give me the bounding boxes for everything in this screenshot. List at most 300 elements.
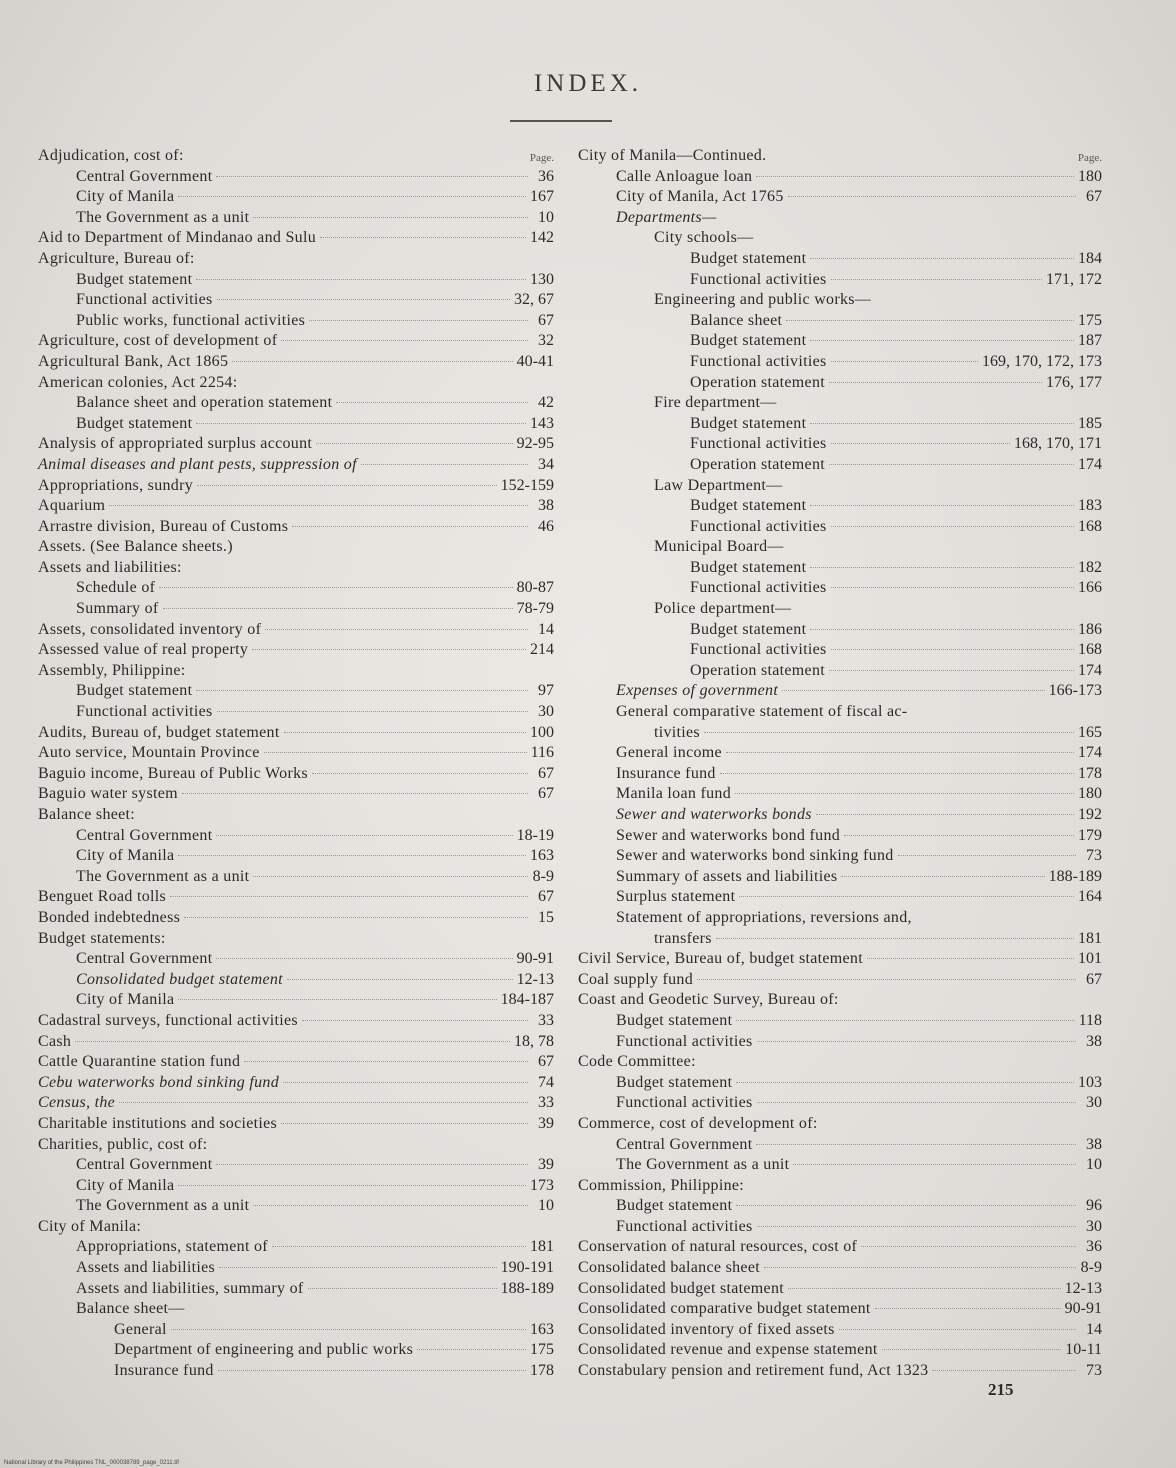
dot-leader xyxy=(736,1205,1076,1206)
entry-page: 173 xyxy=(530,1176,554,1194)
dot-leader xyxy=(720,773,1074,774)
entry-page: 8-9 xyxy=(1080,1259,1102,1277)
entry-page: 168 xyxy=(1078,641,1102,659)
entry-text: Consolidated revenue and expense statement xyxy=(578,1341,878,1359)
entry-page: 36 xyxy=(1086,1238,1102,1256)
entry-text: transfers xyxy=(654,929,712,947)
index-entry xyxy=(578,352,1102,373)
entry-text: General income xyxy=(616,744,722,762)
entry-text: Cattle Quarantine station fund xyxy=(38,1053,241,1071)
entry-page: 10 xyxy=(538,208,554,226)
left-index-column xyxy=(38,146,554,1382)
index-entry xyxy=(578,846,1102,867)
entry-page: 8-9 xyxy=(532,867,554,885)
dot-leader xyxy=(739,896,1074,897)
dot-leader xyxy=(788,1288,1061,1289)
index-entry xyxy=(38,1114,554,1135)
index-entry xyxy=(578,970,1102,991)
entry-page: 39 xyxy=(538,1156,554,1174)
dot-leader xyxy=(216,176,528,177)
index-entry xyxy=(578,743,1102,764)
index-entry xyxy=(38,270,554,291)
index-entry xyxy=(38,1032,554,1053)
entry-text: Budget statement xyxy=(690,620,807,638)
dot-leader xyxy=(264,752,527,753)
entry-text: Civil Service, Bureau of, budget statement xyxy=(578,950,863,968)
entry-text: Budget statement xyxy=(690,414,807,432)
entry-text: Appropriations, statement of xyxy=(76,1238,268,1256)
index-entry xyxy=(578,702,1102,723)
dot-leader xyxy=(119,1102,528,1103)
entry-text: Police department— xyxy=(654,600,792,618)
index-entry xyxy=(38,743,554,764)
index-entry xyxy=(38,1073,554,1094)
index-entry xyxy=(38,578,554,599)
dot-leader xyxy=(810,567,1074,568)
dot-leader xyxy=(170,896,528,897)
index-entry xyxy=(38,970,554,991)
dot-leader xyxy=(178,999,496,1000)
entry-text: Sewer and waterworks bonds xyxy=(616,806,812,823)
entry-page: 67 xyxy=(538,311,554,329)
entry-page: 30 xyxy=(538,703,554,721)
index-entry xyxy=(578,537,1102,558)
entry-page: 30 xyxy=(1086,1217,1102,1235)
entry-text: The Government as a unit xyxy=(76,867,250,885)
entry-text: Aid to Department of Mindanao and Sulu xyxy=(38,229,317,247)
index-entry xyxy=(578,228,1102,249)
dot-leader xyxy=(736,1020,1074,1021)
dot-leader xyxy=(244,1061,528,1062)
entry-text: Assets and liabilities, summary of xyxy=(76,1279,304,1297)
entry-text: Cebu waterworks bond sinking fund xyxy=(38,1073,280,1091)
entry-text: Operation statement xyxy=(690,661,825,679)
dot-leader xyxy=(253,876,528,877)
entry-text: Functional activities xyxy=(76,291,213,309)
entry-page: 101 xyxy=(1078,950,1102,968)
index-entry xyxy=(578,393,1102,414)
dot-leader xyxy=(831,526,1075,527)
entry-text: Assets and liabilities: xyxy=(38,558,182,576)
entry-page: 179 xyxy=(1078,826,1102,844)
dot-leader xyxy=(216,835,512,836)
entry-text: Auto service, Mountain Province xyxy=(38,744,260,762)
index-entry xyxy=(578,908,1102,929)
index-entry xyxy=(38,723,554,744)
entry-page: 188-189 xyxy=(500,1279,554,1297)
dot-leader xyxy=(417,1349,526,1350)
index-entry xyxy=(38,414,554,435)
index-entry xyxy=(38,846,554,867)
index-entry xyxy=(38,434,554,455)
entry-page: 67 xyxy=(538,785,554,803)
entry-page: 163 xyxy=(530,847,554,865)
entry-page: 118 xyxy=(1078,1011,1102,1029)
index-entry xyxy=(578,1093,1102,1114)
entry-text: Balance sheet— xyxy=(76,1300,185,1318)
entry-text: City of Manila: xyxy=(38,1217,142,1235)
index-entry xyxy=(38,1340,554,1361)
dot-leader xyxy=(882,1349,1062,1350)
dot-leader xyxy=(829,670,1074,671)
entry-page: 80-87 xyxy=(516,579,554,597)
entry-text: Central Government xyxy=(76,1156,213,1174)
entry-text: Benguet Road tolls xyxy=(38,888,167,906)
dot-leader xyxy=(265,629,528,630)
entry-page: 90-91 xyxy=(1064,1300,1102,1318)
entry-page: 67 xyxy=(538,764,554,782)
index-entry xyxy=(578,599,1102,620)
entry-text: Conservation of natural resources, cost of xyxy=(578,1238,858,1256)
dot-leader xyxy=(216,958,512,959)
index-entry xyxy=(38,1237,554,1258)
index-entry xyxy=(38,1217,554,1238)
dot-leader xyxy=(284,732,526,733)
dot-leader xyxy=(196,690,528,691)
entry-page: 100 xyxy=(530,723,554,741)
entry-text: Operation statement xyxy=(690,455,825,473)
entry-page: 96 xyxy=(1086,1197,1102,1215)
entry-text: Baguio water system xyxy=(38,785,178,803)
entry-text: Central Government xyxy=(76,826,213,844)
index-entry xyxy=(578,290,1102,311)
entry-text: Manila loan fund xyxy=(616,785,731,803)
dot-leader xyxy=(829,382,1042,383)
entry-text: Functional activities xyxy=(690,517,827,535)
entry-page: 185 xyxy=(1078,414,1102,432)
dot-leader xyxy=(697,979,1076,980)
index-entry xyxy=(578,1361,1102,1382)
index-entry xyxy=(578,929,1102,950)
dot-leader xyxy=(217,711,529,712)
entry-text: The Government as a unit xyxy=(616,1156,790,1174)
entry-page: 67 xyxy=(538,888,554,906)
index-entry xyxy=(578,1237,1102,1258)
dot-leader xyxy=(320,237,526,238)
dot-leader xyxy=(336,402,528,403)
entry-text: Consolidated balance sheet xyxy=(578,1259,760,1277)
dot-leader xyxy=(782,690,1045,691)
entry-text: Census, the xyxy=(38,1094,116,1112)
entry-page: 152-159 xyxy=(500,476,554,494)
index-entry xyxy=(38,476,554,497)
index-entry xyxy=(578,949,1102,970)
index-entry xyxy=(578,331,1102,352)
index-entry xyxy=(578,1052,1102,1073)
entry-text: Aquarium xyxy=(38,497,106,515)
entry-page: 169, 170, 172, 173 xyxy=(982,352,1102,370)
entry-page: 38 xyxy=(538,497,554,515)
dot-leader xyxy=(829,464,1074,465)
dot-leader xyxy=(283,1082,528,1083)
entry-page: 40-41 xyxy=(516,352,554,370)
entry-text: Central Government xyxy=(76,950,213,968)
dot-leader xyxy=(810,505,1074,506)
index-entry xyxy=(578,1299,1102,1320)
entry-text: Public works, functional activities xyxy=(76,311,306,329)
entry-page: 174 xyxy=(1078,455,1102,473)
entry-text: Functional activities xyxy=(616,1217,753,1235)
dot-leader xyxy=(184,917,528,918)
entry-text: Baguio income, Bureau of Public Works xyxy=(38,764,308,782)
index-entry xyxy=(38,1299,554,1320)
index-entry xyxy=(578,434,1102,455)
dot-leader xyxy=(253,1205,528,1206)
entry-text: Commerce, cost of development of: xyxy=(578,1114,818,1132)
dot-leader xyxy=(898,855,1076,856)
index-entry xyxy=(38,228,554,249)
entry-text: Functional activities xyxy=(690,352,827,370)
index-entry xyxy=(578,249,1102,270)
entry-text: Budget statement xyxy=(616,1197,733,1215)
index-entry xyxy=(38,1320,554,1341)
entry-page: 176, 177 xyxy=(1046,373,1102,391)
entry-text: Central Government xyxy=(76,167,213,185)
dot-leader xyxy=(182,793,528,794)
entry-text: Balance sheet xyxy=(690,311,783,329)
entry-page: 163 xyxy=(530,1320,554,1338)
dot-leader xyxy=(232,361,512,362)
entry-text: Adjudication, cost of: xyxy=(38,147,184,164)
index-entry xyxy=(578,311,1102,332)
entry-text: Functional activities xyxy=(690,270,827,288)
dot-leader xyxy=(736,1082,1074,1083)
entry-page: 174 xyxy=(1078,661,1102,679)
index-entry xyxy=(578,1320,1102,1341)
entry-page: 39 xyxy=(538,1114,554,1132)
index-entry xyxy=(578,1176,1102,1197)
dot-leader xyxy=(875,1308,1061,1309)
entry-text: City of Manila—Continued. xyxy=(578,147,767,164)
index-entry xyxy=(578,1073,1102,1094)
entry-text: Analysis of appropriated surplus account xyxy=(38,435,313,453)
dot-leader xyxy=(788,196,1076,197)
index-entry xyxy=(38,496,554,517)
entry-page: 167 xyxy=(530,188,554,206)
entry-text: Code Committee: xyxy=(578,1053,696,1071)
index-entry xyxy=(38,990,554,1011)
index-entry xyxy=(38,249,554,270)
dot-leader xyxy=(757,1226,1077,1227)
entry-text: Consolidated budget statement xyxy=(76,970,283,988)
index-entry xyxy=(578,496,1102,517)
dot-leader xyxy=(831,361,979,362)
entry-text: Budget statement xyxy=(616,1073,733,1091)
entry-text: tivities xyxy=(654,723,700,741)
entry-text: General comparative statement of fiscal ac- xyxy=(616,703,908,721)
index-entry xyxy=(38,764,554,785)
entry-text: Functional activities xyxy=(616,1094,753,1112)
index-entry xyxy=(38,537,554,558)
entry-page: 10 xyxy=(1086,1156,1102,1174)
entry-page: 18-19 xyxy=(516,826,554,844)
index-entry xyxy=(578,867,1102,888)
entry-text: City of Manila xyxy=(76,847,175,865)
index-entry xyxy=(38,393,554,414)
entry-text: Functional activities xyxy=(616,1032,753,1050)
index-entry xyxy=(38,1279,554,1300)
entry-page: 192 xyxy=(1078,806,1102,823)
entry-page: 168, 170, 171 xyxy=(1014,435,1102,453)
index-entry xyxy=(38,681,554,702)
index-entry xyxy=(578,1258,1102,1279)
dot-leader xyxy=(831,279,1043,280)
entry-text: Bonded indebtedness xyxy=(38,908,181,926)
dot-leader xyxy=(932,1370,1076,1371)
dot-leader xyxy=(178,196,526,197)
entry-text: Department of engineering and public works xyxy=(114,1341,414,1359)
entry-text: Appropriations, sundry xyxy=(38,476,194,494)
index-entry xyxy=(38,1052,554,1073)
dot-leader xyxy=(756,1144,1076,1145)
entry-page: 181 xyxy=(1078,929,1102,947)
index-entry xyxy=(578,723,1102,744)
entry-text: Engineering and public works— xyxy=(654,291,872,309)
entry-text: Agriculture, Bureau of: xyxy=(38,249,195,267)
index-entry xyxy=(38,1135,554,1156)
entry-text: Assets and liabilities xyxy=(76,1259,216,1277)
entry-text: Budget statement xyxy=(76,270,193,288)
entry-text: Agriculture, cost of development of xyxy=(38,332,278,350)
index-entry xyxy=(38,887,554,908)
dot-leader xyxy=(757,1041,1077,1042)
entry-text: The Government as a unit xyxy=(76,1197,250,1215)
dot-leader xyxy=(831,443,1011,444)
entry-page: 38 xyxy=(1086,1135,1102,1153)
index-entry xyxy=(578,805,1102,826)
entry-text: Cash xyxy=(38,1032,72,1050)
entry-page: 67 xyxy=(1086,970,1102,988)
entry-text: Commission, Philippine: xyxy=(578,1176,745,1194)
entry-page: 32 xyxy=(538,332,554,350)
entry-page: 46 xyxy=(538,517,554,535)
index-entry xyxy=(578,187,1102,208)
index-entry xyxy=(578,1155,1102,1176)
dot-leader xyxy=(726,752,1074,753)
dot-leader xyxy=(361,464,528,465)
dot-leader xyxy=(831,587,1075,588)
dot-leader xyxy=(810,258,1074,259)
dot-leader xyxy=(716,938,1074,939)
entry-text: Law Department— xyxy=(654,476,783,494)
entry-text: Central Government xyxy=(616,1135,753,1153)
entry-page: 182 xyxy=(1078,558,1102,576)
entry-text: Budget statement xyxy=(690,249,807,267)
entry-page: 165 xyxy=(1078,723,1102,741)
index-entry xyxy=(38,1196,554,1217)
index-entry xyxy=(578,1032,1102,1053)
entry-page: 33 xyxy=(538,1011,554,1029)
index-entry xyxy=(578,1196,1102,1217)
index-entry xyxy=(578,764,1102,785)
entry-text: Budget statement xyxy=(76,682,193,700)
entry-text: Municipal Board— xyxy=(654,538,784,556)
entry-page: 14 xyxy=(538,620,554,638)
entry-text: Functional activities xyxy=(76,703,213,721)
entry-page: 187 xyxy=(1078,332,1102,350)
entry-text: American colonies, Act 2254: xyxy=(38,373,238,391)
entry-page: 18, 78 xyxy=(514,1032,554,1050)
entry-text: City of Manila xyxy=(76,991,175,1009)
entry-text: Operation statement xyxy=(690,373,825,391)
entry-text: Sewer and waterworks bond fund xyxy=(616,826,841,844)
entry-text: Animal diseases and plant pests, suppression of xyxy=(38,455,357,473)
entry-text: Budget statements: xyxy=(38,929,166,947)
index-entry xyxy=(38,1361,554,1382)
entry-page: 180 xyxy=(1078,785,1102,803)
dot-leader xyxy=(861,1246,1076,1247)
entry-text: City of Manila xyxy=(76,1176,175,1194)
dot-leader xyxy=(867,958,1074,959)
entry-text: Arrastre division, Bureau of Customs xyxy=(38,517,289,535)
entry-text: Budget statement xyxy=(690,332,807,350)
index-entry xyxy=(38,146,554,167)
entry-page: 33 xyxy=(538,1094,554,1112)
entry-text: Balance sheet: xyxy=(38,806,136,823)
dot-leader xyxy=(178,855,526,856)
entry-page: 10-11 xyxy=(1065,1341,1102,1359)
entry-text: Balance sheet and operation statement xyxy=(76,394,333,412)
dot-leader xyxy=(196,423,526,424)
entry-page: 103 xyxy=(1078,1073,1102,1091)
dot-leader xyxy=(810,423,1074,424)
dot-leader xyxy=(844,835,1074,836)
entry-page: 67 xyxy=(1086,188,1102,206)
entry-page: 178 xyxy=(530,1362,554,1380)
page-number: 215 xyxy=(988,1380,1014,1399)
index-entry xyxy=(578,661,1102,682)
entry-text: The Government as a unit xyxy=(76,208,250,226)
entry-text: General xyxy=(114,1320,167,1338)
entry-text: Summary of xyxy=(76,600,159,618)
dot-leader xyxy=(253,217,528,218)
entry-page: 175 xyxy=(530,1341,554,1359)
index-entry xyxy=(578,784,1102,805)
dot-leader xyxy=(704,732,1074,733)
entry-page: 12-13 xyxy=(516,970,554,988)
entry-page: 92-95 xyxy=(516,435,554,453)
entry-text: Assembly, Philippine: xyxy=(38,661,186,679)
entry-text: City of Manila xyxy=(76,188,175,206)
entry-page: 175 xyxy=(1078,311,1102,329)
entry-text: Surplus statement xyxy=(616,888,736,906)
dot-leader xyxy=(757,1102,1077,1103)
entry-page: 171, 172 xyxy=(1046,270,1102,288)
entry-text: Insurance fund xyxy=(616,764,716,782)
entry-text: Budget statement xyxy=(690,558,807,576)
dot-leader xyxy=(316,443,513,444)
index-entry xyxy=(38,908,554,929)
index-entry xyxy=(38,949,554,970)
entry-text: Assets. (See Balance sheets.) xyxy=(38,538,233,556)
entry-page: 142 xyxy=(530,229,554,247)
entry-page: 190-191 xyxy=(500,1259,554,1277)
entry-text: Functional activities xyxy=(690,641,827,659)
index-entry xyxy=(38,620,554,641)
entry-text: Consolidated inventory of fixed assets xyxy=(578,1320,835,1338)
entry-page: 184 xyxy=(1078,249,1102,267)
index-entry xyxy=(578,167,1102,188)
dot-leader xyxy=(309,320,528,321)
index-entry xyxy=(38,311,554,332)
index-entry xyxy=(578,1114,1102,1135)
entry-text: Schedule of xyxy=(76,579,156,597)
entry-text: Consolidated comparative budget statement xyxy=(578,1300,871,1318)
dot-leader xyxy=(841,876,1044,877)
entry-text: Expenses of government xyxy=(616,682,779,700)
entry-page: 15 xyxy=(538,908,554,926)
entry-text: Assets, consolidated inventory of xyxy=(38,620,262,638)
